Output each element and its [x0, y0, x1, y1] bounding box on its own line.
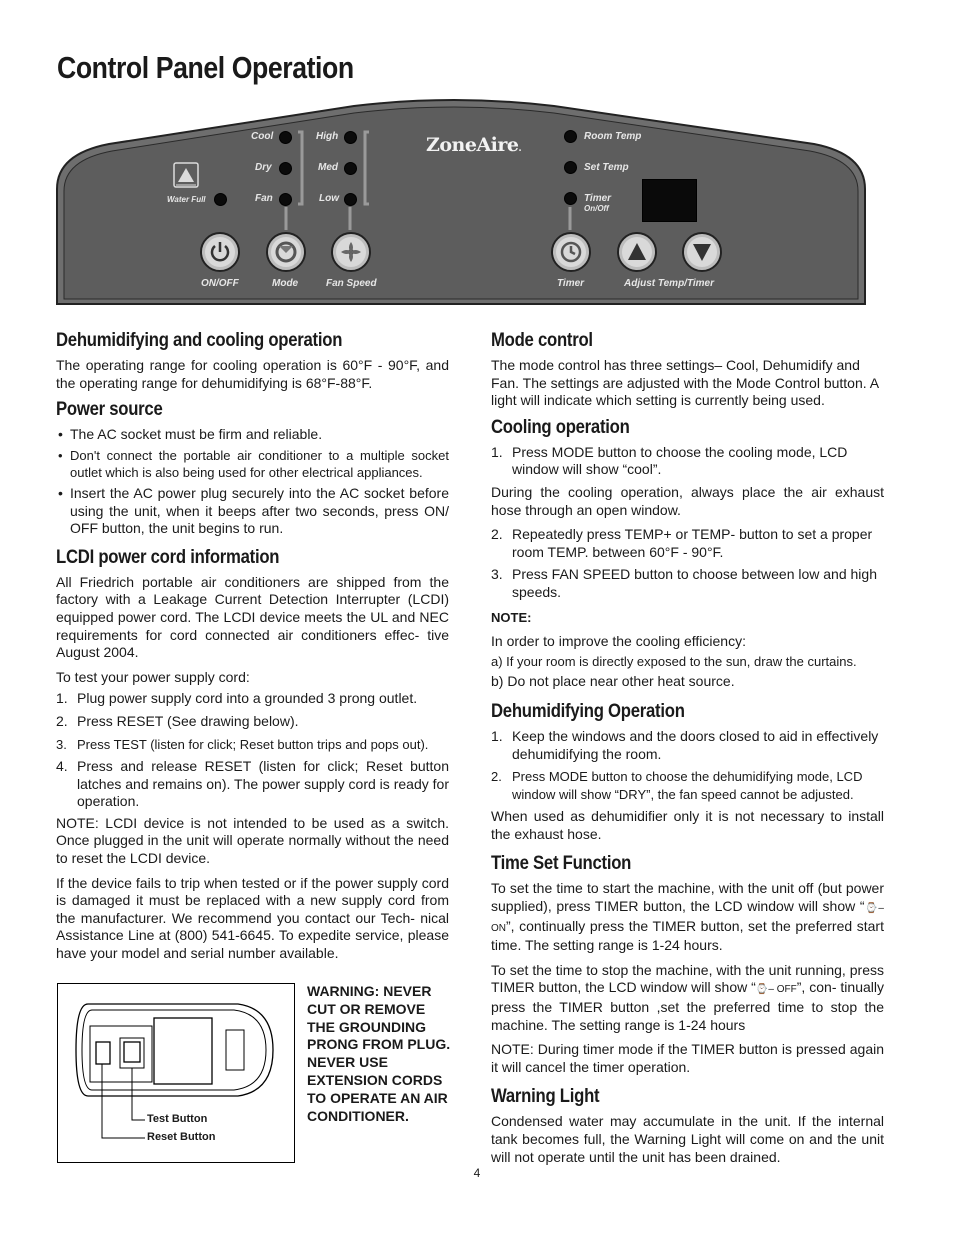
temp-down-button[interactable] [682, 232, 722, 272]
arrow-down-icon [690, 240, 714, 264]
mode-control-text: The mode control has three settings– Cool, Dehumidify and Fan. The settings are adjusted with the Mode Control button. A light will indicate which setting is currently being used. [491, 357, 879, 409]
right-column [491, 330, 884, 1173]
power-icon [208, 240, 232, 264]
control-panel-illustration [54, 94, 868, 306]
brand-logo: ZoneAire. [426, 134, 522, 156]
lcd-display [642, 179, 697, 222]
time-set-heading: Time Set Function [491, 853, 632, 875]
led-label-timer-onoff: On/Off [584, 204, 609, 213]
dehum-after: When used as dehumidifier only it is not necessary to install the exhaust hose. [491, 808, 884, 842]
list-item: 1. Keep the windows and the doors closed to aid in effectively dehumidifying the room. [491, 727, 879, 762]
onoff-label: ON/OFF [201, 278, 239, 289]
lcdi-test-intro: To test your power supply cord: [56, 668, 250, 685]
mode-label: Mode [272, 278, 299, 289]
time-set-note: NOTE: During timer mode if the TIMER button is pressed again it will cancel the timer operation. [491, 1041, 884, 1075]
reset-button-label: Reset Button [147, 1131, 216, 1143]
led-label-cool: Cool [251, 131, 274, 142]
plug-diagram [57, 983, 295, 1163]
power-source-list [56, 426, 449, 538]
dehum-cool-text: The operating range for cooling operation is 60°F - 90°F, and the operating range for dehumidifying is 68°F-88°F. [56, 357, 449, 391]
led-label-dry: Dry [255, 162, 272, 173]
page-number: 4 [473, 1166, 481, 1180]
water-full-label: Water Full [167, 195, 206, 204]
cooling-heading: Cooling operation [491, 416, 630, 438]
list-item: 4. Press and release RESET (listen for click; Reset button latches and remains on). The power supply cord is ready for operation. [56, 758, 449, 810]
water-full-led [214, 193, 227, 206]
power-source-heading: Power source [56, 399, 163, 421]
mode-control-heading: Mode control [491, 330, 593, 351]
mode-button[interactable] [266, 232, 306, 272]
lcdi-heading: LCDI power cord information [56, 546, 280, 568]
time-set-start: To set the time to start the machine, with the unit off (but power supplied), press TIMER button, the LCD window will show “⌚– ON”, continually press the TIMER button, set the preferred start time. The setting range is 1-24 hours. [491, 880, 884, 954]
fan-speed-label: Fan Speed [326, 278, 377, 289]
list-item: • Don't connect the portable air conditioner to a multiple socket outlet which is also being used for other electrical appliances. [56, 447, 449, 482]
time-set-stop: To set the time to stop the machine, with the unit running, press TIMER button, the LCD window will show “⌚– OFF”, con- tinually press the TIMER button ,set the preferred time to stop the machine. The setting range is 1-24 hours [491, 961, 884, 1033]
timer-label: Timer [557, 278, 585, 289]
fan-speed-button[interactable] [331, 232, 371, 272]
fan-led [279, 193, 292, 206]
dry-led [279, 162, 292, 175]
low-led [344, 193, 357, 206]
timer-on-glyph: ⌚– ON [491, 903, 884, 934]
led-label-room-temp: Room Temp [584, 131, 642, 142]
set-temp-led [564, 161, 577, 174]
cooling-note-intro: In order to improve the cooling efficiency: [491, 633, 746, 650]
temp-up-button[interactable] [617, 232, 657, 272]
lcdi-fail: If the device fails to trip when tested or if the power supply cord is damaged it must be replaced with a new supply cord from the manufacturer. We recommend you contact our Tech- nical Assistance Line at (800) 541-6645. To expedite service, please have your model and serial number available. [56, 874, 449, 962]
cooling-note-label: NOTE: [491, 609, 532, 625]
timer-led [564, 192, 577, 205]
cooling-note-a: a) If your room is directly exposed to the sun, draw the curtains. [491, 653, 857, 669]
list-item: 3. Press TEST (listen for click; Reset button trips and pops out). [56, 736, 429, 752]
dehum-steps [491, 728, 884, 803]
lcdi-note: NOTE: LCDI device is not intended to be used as a switch. Once plugged in the unit will operate normally without the need to reset the LCDI device. [56, 814, 449, 867]
clock-icon [559, 240, 583, 264]
led-label-timer: Timer [584, 193, 612, 204]
dehum-heading: Dehumidifying Operation [491, 700, 685, 722]
adjust-label: Adjust Temp/Timer [624, 278, 715, 289]
list-item: 2. Repeatedly press TEMP+ or TEMP- button to set a proper room TEMP. between 60°F - 90°F. [491, 526, 873, 560]
list-item: • Insert the AC power plug securely into the AC socket before using the unit, when it beeps after two seconds, press ON/ OFF button, the unit begins to run. [56, 485, 449, 538]
fan-icon [339, 240, 363, 264]
warning-light-heading: Warning Light [491, 1086, 600, 1108]
lcdi-intro: All Friedrich portable air conditioners are shipped from the factory with a Leakage Current Detection Interrupter (LCDI) equipped power cord. The LCDI device meets the UL and NEC requirements for cord connected air conditioners effec- tive August 2004. [56, 573, 449, 661]
timer-button[interactable] [551, 232, 591, 272]
onoff-button[interactable] [200, 232, 240, 272]
led-label-high: High [316, 131, 339, 142]
room-temp-led [564, 130, 577, 143]
led-label-set-temp: Set Temp [584, 162, 629, 173]
warning-light-text: Condensed water may accumulate in the unit. If the internal tank becomes full, the Warning Light will come on and the unit will not operate until the unit has been drained. [491, 1113, 884, 1165]
page-title: Control Panel Operation [57, 50, 354, 85]
left-column [56, 330, 449, 970]
led-label-med: Med [318, 162, 338, 173]
med-led [344, 162, 357, 175]
test-button-label: Test Button [147, 1113, 208, 1125]
cool-led [279, 131, 292, 144]
cooling-note-b: b) Do not place near other heat source. [491, 673, 735, 690]
cooling-steps-cont [491, 526, 884, 601]
list-item: 3. Press FAN SPEED button to choose between low and high speeds. [491, 566, 877, 600]
lcdi-steps [56, 690, 449, 811]
list-item: 2. Press RESET (See drawing below). [56, 712, 299, 729]
list-item: 1. Plug power supply cord into a grounded 3 prong outlet. [56, 690, 418, 707]
timer-off-glyph: ⌚– OFF [755, 984, 797, 996]
list-item: • The AC socket must be firm and reliable. [56, 426, 449, 444]
dehum-cool-heading: Dehumidifying and cooling operation [56, 330, 343, 351]
cooling-step1-extra: During the cooling operation, always place the air exhaust hose through an open window. [491, 483, 884, 518]
list-item: 2. Press MODE button to choose the dehumidifying mode, LCD window will show “DRY”, the fan speed cannot be adjusted. [491, 769, 863, 802]
led-label-low: Low [319, 193, 339, 204]
grounding-warning: WARNING: NEVER CUT OR REMOVE THE GROUNDING PRONG FROM PLUG. NEVER USE EXTENSION CORDS TO OPERATE AN AIR CONDITIONER. [307, 983, 451, 1124]
arrow-up-icon [625, 240, 649, 264]
high-led [344, 131, 357, 144]
mode-icon [274, 240, 298, 264]
list-item: 1. Press MODE button to choose the cooling mode, LCD window will show “cool”. [491, 443, 848, 478]
cooling-steps [491, 444, 884, 479]
led-label-fan: Fan [255, 193, 273, 204]
